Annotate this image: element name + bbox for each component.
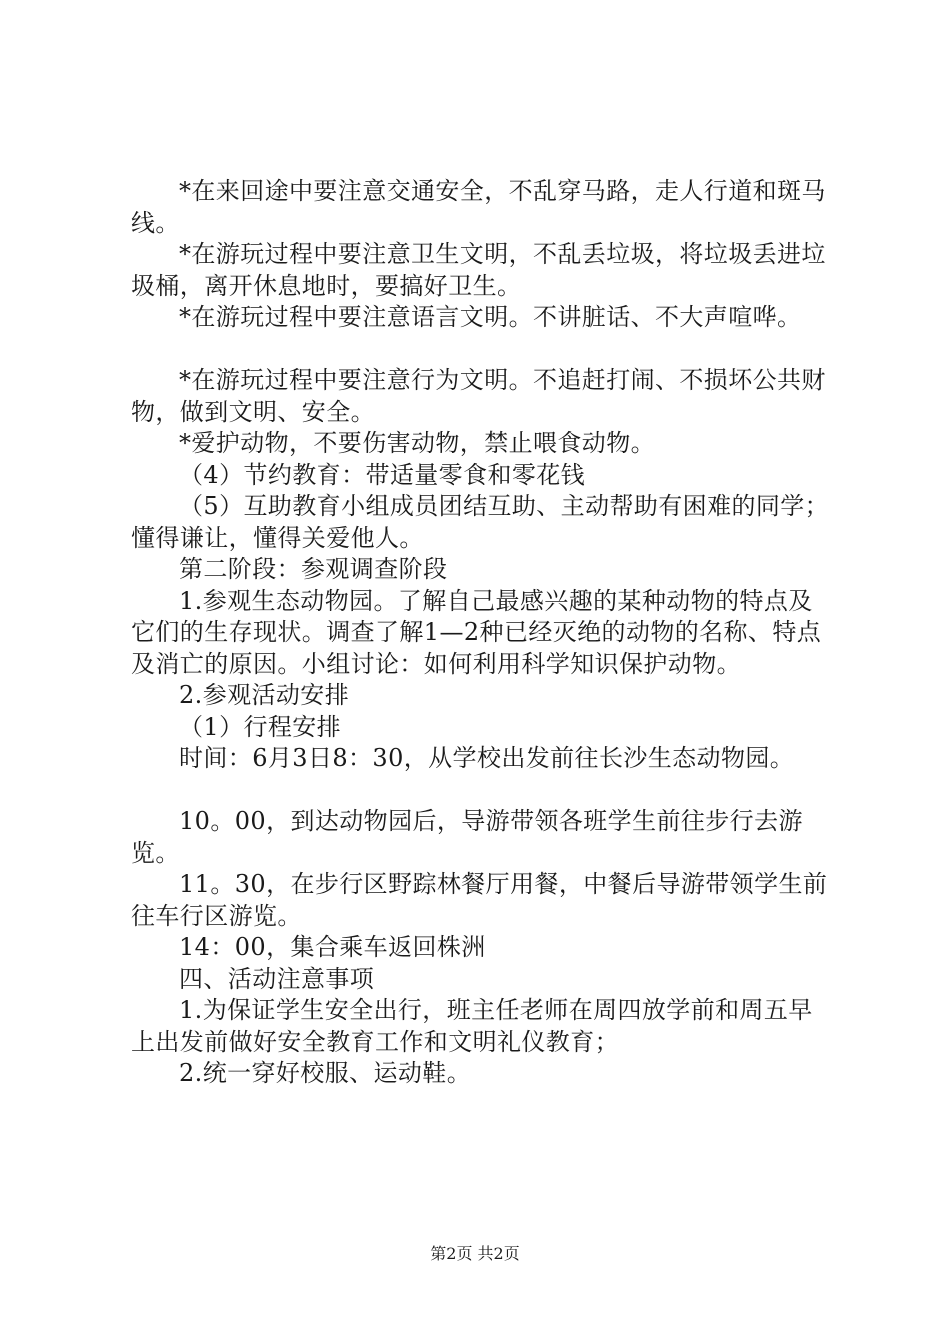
heading-itinerary: （1）行程安排	[179, 712, 342, 741]
paragraph-hygiene: *在游玩过程中要注意卫生文明，不乱丢垃圾，将垃圾丢进垃圾桶，离开休息地时，要搞好卫生。	[131, 240, 826, 300]
paragraph-traffic-safety: *在来回途中要注意交通安全，不乱穿马路，走人行道和斑马线。	[131, 177, 826, 237]
paragraph-return: 14：00，集合乘车返回株洲	[179, 933, 486, 961]
paragraph-safety-education: 1.为保证学生安全出行，班主任老师在周四放学前和周五早上出发前做好安全教育工作和文明礼仪教育；	[131, 996, 813, 1056]
section-precautions: 四、活动注意事项	[179, 964, 375, 993]
page-number-footer: 第2页 共2页	[430, 1244, 520, 1263]
section-stage-two: 第二阶段：参观调查阶段	[179, 555, 448, 583]
paragraph-visit-zoo: 1.参观生态动物园。了解自己最感兴趣的某种动物的特点及它们的生存现状。调查了解1—2种已经灭绝的动物的名称、特点及消亡的原因。小组讨论：如何利用科学知识保护动物。	[131, 586, 822, 678]
paragraph-thrift: （4）节约教育：带适量零食和零花钱	[179, 460, 586, 489]
paragraph-arrival: 10。00，到达动物园后，导游带领各班学生前往步行去游览。	[131, 807, 803, 867]
paragraph-departure-time: 时间：6月3日8：30，从学校出发前往长沙生态动物园。	[179, 744, 795, 772]
paragraph-lunch: 11。30，在步行区野踪林餐厅用餐，中餐后导游带领学生前往车行区游览。	[131, 870, 828, 930]
document-body	[131, 176, 831, 1090]
blank-line	[131, 775, 831, 807]
paragraph-behavior: *在游玩过程中要注意行为文明。不追赶打闹、不损坏公共财物，做到文明、安全。	[131, 366, 826, 426]
paragraph-mutual-help: （5）互助教育小组成员团结互助、主动帮助有困难的同学；懂得谦让，懂得关爱他人。	[131, 492, 830, 552]
paragraph-language: *在游玩过程中要注意语言文明。不讲脏话、不大声喧哗。	[179, 303, 802, 331]
blank-line	[131, 334, 831, 366]
paragraph-animals: *爱护动物，不要伤害动物，禁止喂食动物。	[179, 429, 655, 457]
paragraph-uniform: 2.统一穿好校服、运动鞋。	[179, 1059, 472, 1087]
heading-activity-arrangement: 2.参观活动安排	[179, 681, 350, 709]
